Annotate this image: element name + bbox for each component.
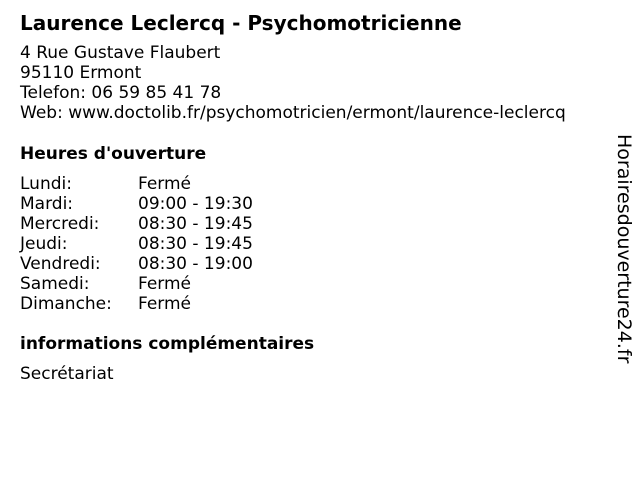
hours-time: Fermé — [138, 294, 192, 314]
site-watermark: Horairesdouverture24.fr — [613, 134, 635, 364]
hours-time: 08:30 - 19:00 — [138, 254, 253, 274]
hours-row-wednesday — [20, 214, 253, 234]
hours-time: 08:30 - 19:45 — [138, 234, 253, 254]
hours-day: Mercredi: — [20, 214, 100, 234]
hours-day: Samedi: — [20, 274, 90, 294]
address-street: 4 Rue Gustave Flaubert — [20, 43, 221, 63]
phone-text: Telefon: 06 59 85 41 78 — [20, 83, 222, 103]
hours-row-friday — [20, 254, 253, 274]
additional-info-heading: informations complémentaires — [20, 334, 315, 354]
hours-day: Dimanche: — [20, 294, 112, 314]
hours-day: Lundi: — [20, 174, 72, 194]
hours-time: Fermé — [138, 174, 192, 194]
additional-info-text: Secrétariat — [20, 364, 114, 384]
hours-time: Fermé — [138, 274, 192, 294]
website-text: Web: www.doctolib.fr/psychomotricien/ermont/laurence-leclercq — [20, 103, 566, 123]
hours-row-tuesday — [20, 194, 253, 214]
hours-day: Jeudi: — [20, 234, 68, 254]
opening-hours-table — [20, 174, 253, 314]
hours-row-sunday — [20, 294, 253, 314]
hours-day: Vendredi: — [20, 254, 101, 274]
opening-hours-heading: Heures d'ouverture — [20, 144, 207, 164]
hours-row-thursday — [20, 234, 253, 254]
hours-row-monday — [20, 174, 253, 194]
hours-time: 08:30 - 19:45 — [138, 214, 253, 234]
page-title: Laurence Leclercq - Psychomotricienne — [20, 11, 462, 35]
hours-day: Mardi: — [20, 194, 74, 214]
hours-time: 09:00 - 19:30 — [138, 194, 253, 214]
address-block — [20, 43, 566, 123]
address-city: 95110 Ermont — [20, 63, 142, 83]
hours-row-saturday — [20, 274, 253, 294]
